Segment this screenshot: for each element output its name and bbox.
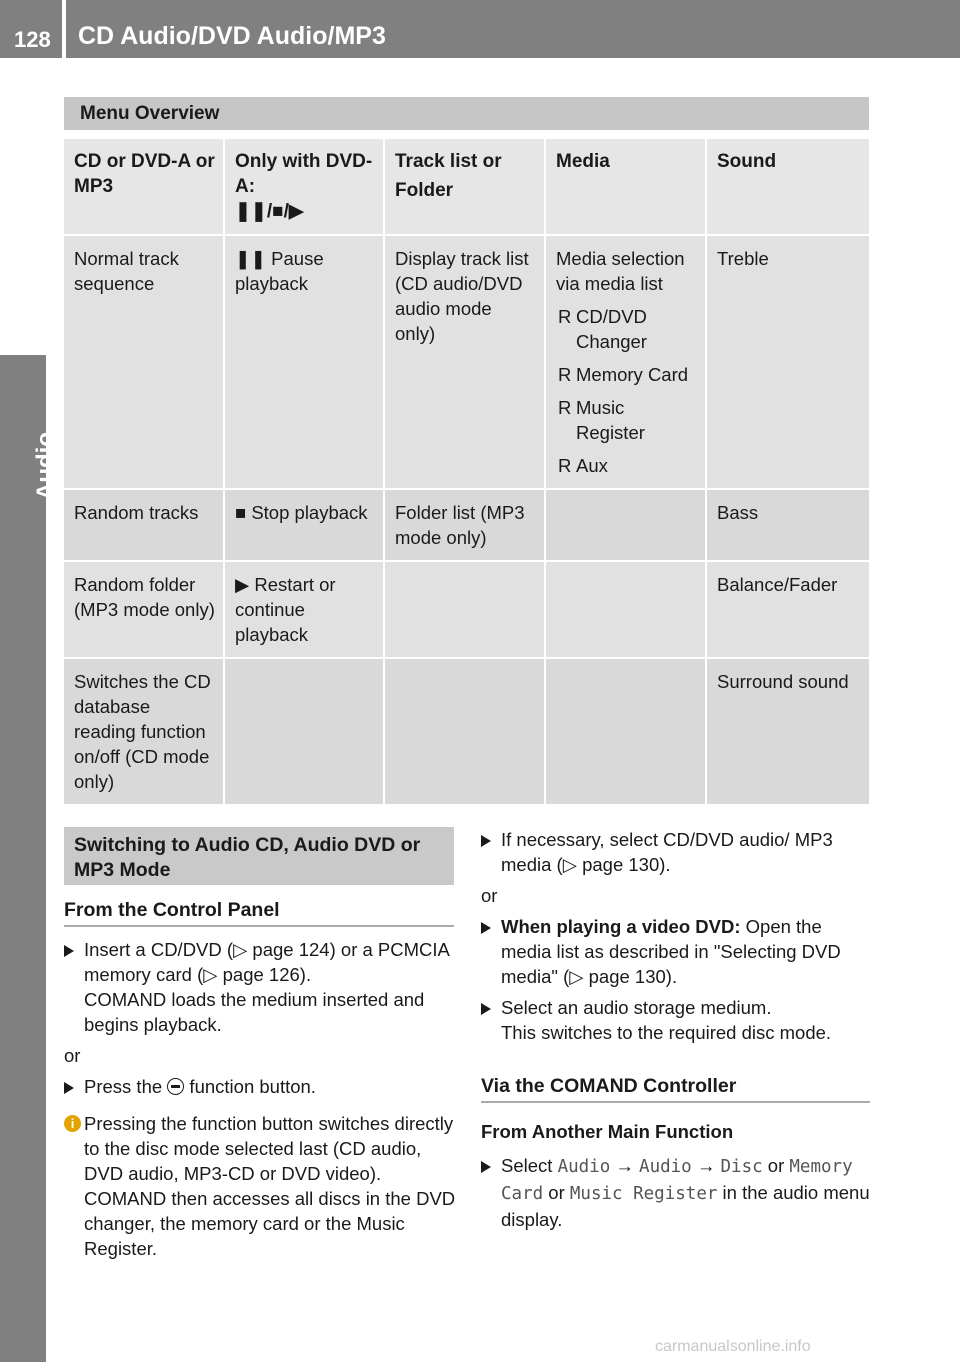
instruction-step: Select an audio storage medium. This switches to the required disc mode.	[481, 995, 870, 1045]
list-item: R Memory Card	[556, 362, 697, 387]
play-icon: ▶	[235, 574, 250, 595]
table-cell	[545, 561, 706, 658]
table-cell: Media selection via media list R CD/DVD Changer R Memory Card R Music Register R Aux	[545, 235, 706, 489]
section-title-bar	[64, 827, 454, 885]
table-cell	[384, 561, 545, 658]
table-cell	[545, 489, 706, 561]
table-row	[64, 658, 869, 805]
step-arrow-icon	[481, 835, 491, 847]
media-list	[556, 304, 697, 478]
table-cell: ▶ Restart or continue playback	[224, 561, 384, 658]
table-cell: Random folder (MP3 mode only)	[64, 561, 224, 658]
table-cell	[384, 658, 545, 805]
chapter-title: CD Audio/DVD Audio/MP3	[78, 22, 386, 50]
instruction-step: Select Audio → Audio → Disc or Memory Card or Music Register in the audio menu display.	[481, 1153, 870, 1233]
menu-item-audio: Audio	[639, 1157, 692, 1177]
table-row	[64, 561, 869, 658]
list-item: R Music Register	[556, 395, 697, 445]
disc-button-icon	[167, 1078, 184, 1095]
page-ref-icon: ▷	[203, 964, 218, 985]
subheading-main-function: From Another Main Function	[481, 1121, 734, 1142]
table-cell: Folder list (MP3 mode only)	[384, 489, 545, 561]
instruction-step: If necessary, select CD/DVD audio/ MP3 media (▷ page 130).	[481, 827, 870, 877]
instruction-step: When playing a video DVD: Open the media list as described in "Selecting DVD media" (▷ page 130).	[481, 914, 870, 989]
table-cell: Bass	[706, 489, 869, 561]
subheading-rule	[481, 1101, 870, 1103]
menu-overview-title-bar	[64, 97, 869, 130]
page-ref-icon: ▷	[569, 966, 584, 987]
table-cell: Balance/Fader	[706, 561, 869, 658]
table-row	[64, 489, 869, 561]
right-column-controller	[481, 1153, 870, 1239]
page-number: 128	[14, 27, 51, 52]
page-ref-icon: ▷	[233, 939, 248, 960]
table-header-row	[64, 139, 869, 235]
column-header-cd: CD or DVD-A or MP3	[64, 139, 224, 235]
table-cell: Treble	[706, 235, 869, 489]
table-cell: Surround sound	[706, 658, 869, 805]
menu-item-disc: Disc	[720, 1157, 763, 1177]
dvd-control-symbols: ❚❚/■/▶	[235, 201, 304, 222]
table-cell: ■ Stop playback	[224, 489, 384, 561]
info-note: i Pressing the function button switches directly to the disc mode selected last (CD audio, DVD audio, MP3-CD or DVD video). COMAND then accesses all discs in the DVD changer, the memory card or the Music Register.	[64, 1111, 456, 1261]
instruction-step: Press the function button.	[64, 1074, 456, 1099]
info-icon: i	[64, 1115, 81, 1132]
step-arrow-icon	[481, 1161, 491, 1173]
side-tab	[0, 355, 46, 1362]
step-arrow-icon	[64, 1082, 74, 1094]
menu-item-audio: Audio	[557, 1157, 611, 1177]
left-column-body: Insert a CD/DVD (▷ page 124) or a PCMCIA memory card (▷ page 126). COMAND loads the medium inserted and begins playback. or Press the function button. i Pressing the function button switches directly to the disc mode selected last (CD audio, DVD audio, MP3-CD or DVD video). COMAND then accesses all discs in the DVD changer, the memory card or the Music Register.	[64, 939, 456, 1259]
table-cell: Display track list (CD audio/DVD audio mode only)	[384, 235, 545, 489]
menu-overview-table	[64, 139, 869, 806]
menu-item-music-register: Music Register	[569, 1184, 718, 1204]
column-header-sound: Sound	[706, 139, 869, 235]
subheading-comand-controller: Via the COMAND Controller	[481, 1075, 737, 1097]
column-header-dvd: Only with DVD-A: ❚❚/■/▶	[224, 139, 384, 235]
header-divider	[62, 0, 66, 58]
table-cell: Normal track sequence	[64, 235, 224, 489]
subheading-control-panel: From the Control Panel	[64, 899, 280, 921]
menu-overview-title: Menu Overview	[80, 103, 220, 124]
table-cell: ❚❚ Pause playback	[224, 235, 384, 489]
list-item: R CD/DVD Changer	[556, 304, 697, 354]
watermark: carmanualsonline.info	[655, 1338, 811, 1355]
column-header-media: Media	[545, 139, 706, 235]
list-item: R Aux	[556, 453, 697, 478]
section-title: Switching to Audio CD, Audio DVD or MP3 Mode	[74, 834, 421, 881]
table-row	[64, 235, 869, 489]
table-cell	[545, 658, 706, 805]
table-cell: Switches the CD database reading function on/off (CD mode only)	[64, 658, 224, 805]
pause-icon: ❚❚	[235, 248, 267, 269]
page-ref-icon: ▷	[562, 854, 577, 875]
instruction-step: Insert a CD/DVD (▷ page 124) or a PCMCIA memory card (▷ page 126). COMAND loads the medium inserted and begins playback.	[64, 937, 456, 1037]
table-cell: Random tracks	[64, 489, 224, 561]
step-arrow-icon	[64, 945, 74, 957]
side-tab-label: Audio	[32, 432, 59, 500]
menu-item-memory-card: Memory Card	[501, 1157, 853, 1204]
step-arrow-icon	[481, 1003, 491, 1015]
subheading-rule	[64, 925, 454, 927]
column-header-track: Track list or Folder	[384, 139, 545, 235]
right-column-body: If necessary, select CD/DVD audio/ MP3 media (▷ page 130). or When playing a video DVD: Open the media list as described in "Selecting DVD media" (▷ page 130). Select an audio storage medium. This switches to the required disc mode.	[481, 827, 870, 1051]
page-header	[0, 0, 960, 58]
table-cell	[224, 658, 384, 805]
step-arrow-icon	[481, 922, 491, 934]
stop-icon: ■	[235, 502, 247, 523]
